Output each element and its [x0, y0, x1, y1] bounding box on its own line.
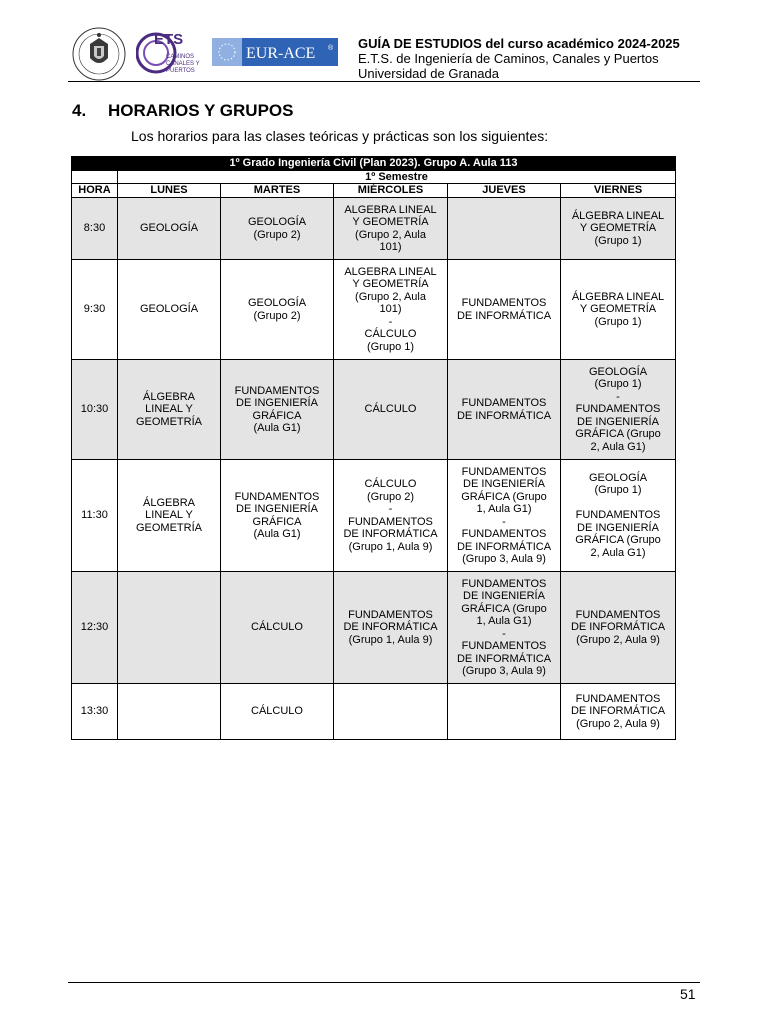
cell-line: (Grupo 3, Aula 9) — [462, 665, 546, 677]
header-university: Universidad de Granada — [358, 66, 499, 81]
schedule-cell — [448, 360, 561, 460]
schedule-cell — [448, 198, 561, 260]
cell-line: CÁLCULO — [251, 705, 303, 718]
column-header-jueves: JUEVES — [448, 184, 561, 198]
semester-label: 1º Semestre — [118, 170, 676, 184]
cell-line: ALGEBRA LINEAL — [344, 265, 437, 278]
column-header-martes: MARTES — [221, 184, 334, 198]
schedule-cell — [118, 198, 221, 260]
cell-line: DE INGENIERÍA — [236, 503, 318, 515]
cell-line: CÁLCULO — [251, 621, 303, 634]
cell-line: GRÁFICA — [252, 409, 302, 422]
cell-line: LINEAL Y — [145, 403, 193, 416]
svg-text:EUR-ACE: EUR-ACE — [246, 45, 316, 62]
svg-text:CANALES Y: CANALES Y — [166, 61, 200, 67]
cell-line: FUNDAMENTOS — [461, 577, 547, 590]
cell-line: GRÁFICA (Grupo — [575, 534, 661, 547]
schedule-cell — [221, 198, 334, 260]
cell-line: DE INFORMÁTICA — [343, 528, 438, 540]
cell-line: GEOLOGÍA — [247, 297, 307, 309]
hour-cell: 10:30 — [72, 360, 118, 460]
ets-logo-text: ETS — [154, 31, 184, 48]
cell-line: 1, Aula G1) — [476, 615, 532, 627]
cell-line: (Grupo 1) — [594, 378, 642, 391]
cell-line: GEOLOGÍA — [588, 471, 648, 484]
schedule-cell — [448, 260, 561, 360]
hour-cell: 13:30 — [72, 684, 118, 740]
cell-line: DE INFORMÁTICA — [570, 621, 666, 634]
cell-line: CÁLCULO — [364, 403, 417, 416]
header-title: GUÍA DE ESTUDIOS del curso académico 2024-2025 — [358, 36, 680, 51]
cell-line: DE INGENIERÍA — [577, 415, 659, 428]
schedule-cell — [448, 684, 561, 740]
footer-divider — [68, 982, 700, 983]
table-row — [72, 260, 676, 360]
cell-line: ALGEBRA LINEAL — [344, 203, 437, 216]
cell-line: CÁLCULO — [364, 478, 417, 490]
table-row — [72, 684, 676, 740]
cell-line: (Grupo 1) — [366, 340, 415, 353]
cell-line: (Grupo 2) — [366, 490, 415, 503]
cell-line: GEOMETRÍA — [135, 521, 202, 534]
cell-line: FUNDAMENTOS — [575, 608, 661, 621]
schedule-cell — [334, 460, 448, 572]
schedule-cell — [221, 260, 334, 360]
cell-line: (Aula G1) — [253, 528, 301, 540]
table-header-row — [72, 184, 676, 198]
cell-line: (Grupo 2, Aula — [355, 228, 426, 241]
eur-ace-logo — [212, 38, 338, 66]
cell-line: DE INGENIERÍA — [463, 590, 545, 602]
svg-text:PUERTOS: PUERTOS — [166, 68, 195, 74]
cell-line: FUNDAMENTOS — [461, 297, 547, 309]
cell-line: Y GEOMETRÍA — [352, 278, 429, 291]
cell-line: - — [388, 315, 393, 328]
header-logos — [68, 24, 340, 82]
cell-line: GRÁFICA (Grupo — [461, 602, 547, 615]
cell-line: Y GEOMETRÍA — [579, 222, 657, 235]
cell-line: FUNDAMENTOS — [348, 608, 433, 621]
cell-line: FUNDAMENTOS — [461, 640, 547, 652]
cell-line: (Grupo 1) — [594, 315, 642, 328]
cell-line: GRÁFICA (Grupo — [575, 428, 661, 441]
schedule-cell — [448, 460, 561, 572]
cell-line: Y GEOMETRÍA — [579, 303, 657, 316]
cell-line: (Grupo 1, Aula 9) — [348, 540, 433, 553]
schedule-cell — [118, 684, 221, 740]
cell-line: 2, Aula G1) — [590, 440, 646, 453]
schedule-cell — [448, 572, 561, 684]
header-divider — [68, 81, 700, 82]
schedule-cell — [561, 572, 676, 684]
cell-line: FUNDAMENTOS — [461, 397, 547, 409]
cell-line: DE INFORMÁTICA — [343, 621, 438, 634]
column-header-miercoles: MIÉRCOLES — [334, 184, 448, 198]
schedule-cell — [118, 260, 221, 360]
table-row — [72, 360, 676, 460]
schedule-cell — [561, 260, 676, 360]
hour-cell: 8:30 — [72, 198, 118, 260]
cell-line: GEOLOGÍA — [139, 222, 199, 235]
schedule-cell — [334, 260, 448, 360]
cell-line: - — [388, 503, 393, 515]
schedule-cell — [561, 684, 676, 740]
table-title: 1º Grado Ingeniería Civil (Plan 2023). Grupo A. Aula 113 — [72, 157, 676, 171]
schedule-cell — [334, 572, 448, 684]
cell-line: Y GEOMETRÍA — [352, 216, 429, 228]
cell-line: - — [616, 390, 620, 403]
cell-line: GEOLOGÍA — [588, 365, 648, 378]
cell-line: DE INFORMÁTICA — [456, 309, 552, 322]
page-number: 51 — [680, 986, 696, 1002]
schedule-cell — [561, 198, 676, 260]
cell-line: FUNDAMENTOS — [461, 465, 547, 478]
schedule-cell — [561, 460, 676, 572]
cell-line: FUNDAMENTOS — [575, 403, 661, 416]
section-title: HORARIOS Y GRUPOS — [108, 101, 294, 120]
cell-line: (Grupo 2) — [253, 228, 301, 241]
cell-line: GEOMETRÍA — [135, 415, 202, 428]
cell-line: LINEAL Y — [145, 509, 193, 522]
cell-line: DE INFORMÁTICA — [570, 705, 666, 718]
cell-line: DE INGENIERÍA — [463, 478, 545, 490]
hour-cell: 11:30 — [72, 460, 118, 572]
cell-line: ÁLGEBRA — [143, 390, 195, 403]
schedule-cell — [334, 684, 448, 740]
cell-line: DE INFORMÁTICA — [456, 409, 552, 422]
schedule-cell — [334, 360, 448, 460]
cell-line: (Grupo 2, Aula — [355, 290, 426, 303]
cell-line: - — [502, 515, 506, 528]
table-row — [72, 572, 676, 684]
header-school: E.T.S. de Ingeniería de Caminos, Canales y Puertos — [358, 51, 659, 66]
svg-text:CAMINOS: CAMINOS — [166, 54, 195, 60]
cell-line — [563, 497, 673, 510]
cell-line: GRÁFICA — [252, 515, 302, 528]
cell-line: DE INFORMÁTICA — [456, 652, 552, 665]
cell-line: 2, Aula G1) — [590, 546, 646, 559]
cell-line: (Grupo 2) — [253, 309, 301, 322]
cell-line: ÁLGEBRA — [143, 496, 195, 509]
cell-line: CÁLCULO — [364, 328, 417, 341]
cell-line: 101) — [379, 241, 402, 253]
cell-line: FUNDAMENTOS — [575, 692, 661, 705]
svg-text:®: ® — [328, 45, 334, 52]
table-title-row — [72, 157, 676, 171]
cell-line: 1, Aula G1) — [476, 503, 532, 515]
document-header — [358, 36, 708, 81]
hour-cell: 9:30 — [72, 260, 118, 360]
hour-cell: 12:30 — [72, 572, 118, 684]
schedule-cell — [221, 684, 334, 740]
cell-line: GRÁFICA (Grupo — [461, 490, 547, 503]
schedule-cell — [561, 360, 676, 460]
cell-line: (Grupo 1, Aula 9) — [348, 633, 433, 646]
column-header-lunes: LUNES — [118, 184, 221, 198]
cell-line: (Grupo 2, Aula 9) — [576, 717, 660, 730]
cell-line: ÁLGEBRA LINEAL — [571, 290, 665, 303]
cell-line: FUNDAMENTOS — [461, 528, 547, 540]
schedule-cell — [118, 360, 221, 460]
cell-line: - — [502, 627, 506, 640]
cell-line: DE INGENIERÍA — [577, 521, 659, 534]
schedule-cell — [221, 572, 334, 684]
cell-line: ÁLGEBRA LINEAL — [571, 209, 665, 222]
schedule-cell — [221, 360, 334, 460]
cell-line: FUNDAMENTOS — [234, 490, 320, 503]
cell-line: (Grupo 3, Aula 9) — [462, 553, 546, 565]
cell-line: 101) — [379, 303, 402, 316]
university-seal-logo — [68, 26, 130, 82]
table-row — [72, 460, 676, 572]
cell-line: FUNDAMENTOS — [348, 515, 433, 528]
section-number: 4. — [72, 101, 87, 120]
cell-line: GEOLOGÍA — [247, 216, 307, 228]
section-heading — [72, 101, 293, 121]
column-header-viernes: VIERNES — [561, 184, 676, 198]
cell-line: (Aula G1) — [253, 422, 301, 434]
schedule-cell — [221, 460, 334, 572]
ets-logo — [136, 28, 200, 78]
cell-line: FUNDAMENTOS — [234, 384, 320, 397]
intro-paragraph: Los horarios para las clases teóricas y prácticas son los siguientes: — [131, 128, 549, 144]
schedule-cell — [118, 572, 221, 684]
cell-line: DE INGENIERÍA — [236, 397, 318, 409]
table-row — [72, 198, 676, 260]
cell-line: DE INFORMÁTICA — [456, 540, 552, 553]
semester-row — [72, 170, 676, 184]
cell-line: (Grupo 2, Aula 9) — [576, 633, 660, 646]
cell-line: (Grupo 1) — [594, 484, 642, 497]
column-header-hora: HORA — [72, 184, 118, 198]
schedule-table — [71, 156, 676, 740]
schedule-cell — [118, 460, 221, 572]
cell-line: (Grupo 1) — [594, 234, 642, 247]
schedule-cell — [334, 198, 448, 260]
cell-line: FUNDAMENTOS — [575, 509, 661, 522]
cell-line: GEOLOGÍA — [139, 303, 199, 316]
